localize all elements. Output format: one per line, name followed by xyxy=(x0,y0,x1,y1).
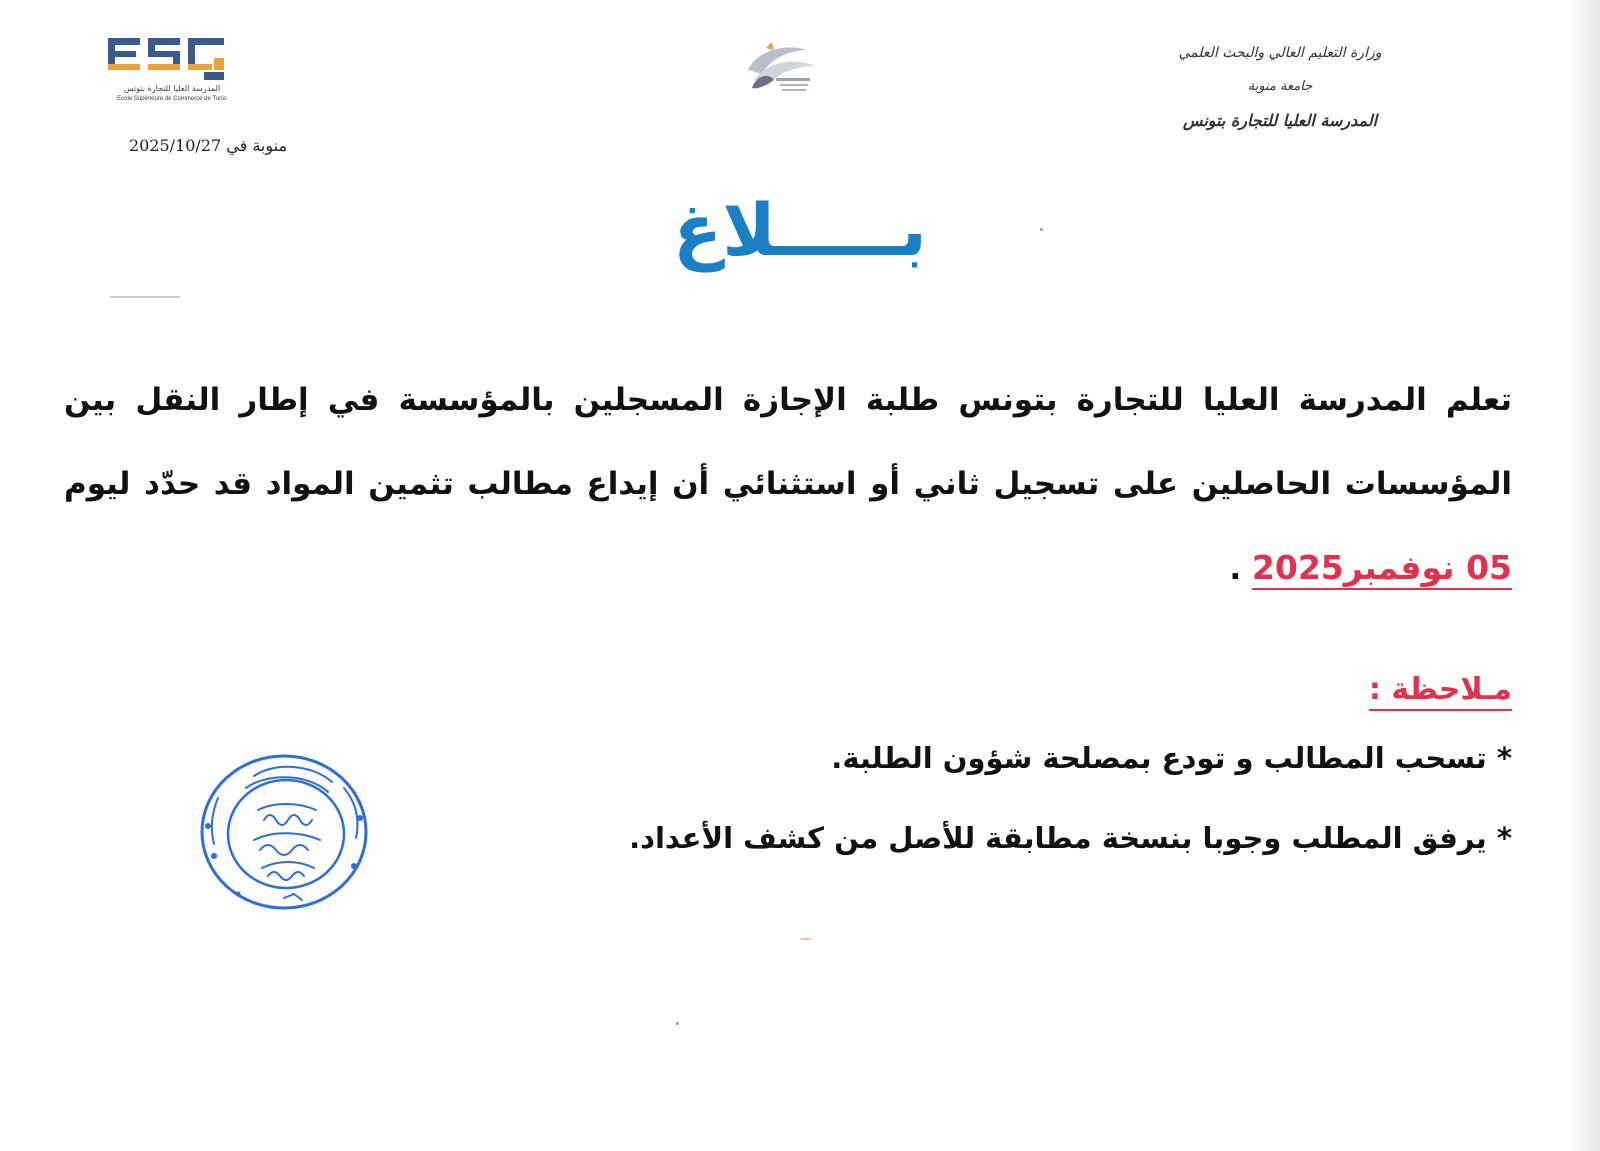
esc-logo-subtitle-ar: المدرسة العليا للتجارة بتونس xyxy=(123,84,221,93)
scan-speck xyxy=(800,938,812,940)
university-emblem-icon xyxy=(728,40,828,102)
document-title: بـــــلاغ xyxy=(673,188,927,272)
ministry-name: وزارة التعليم العالي والبحث العلمي xyxy=(1178,45,1382,61)
scan-speck xyxy=(110,296,180,298)
esc-logo xyxy=(108,38,238,106)
scan-speck xyxy=(676,1022,679,1025)
place-date: منوبة في 2025/10/27 xyxy=(128,136,288,155)
notes-list xyxy=(312,730,1512,890)
announcement-end: . xyxy=(1229,551,1252,587)
announcement-body xyxy=(64,358,1512,611)
ministry-header xyxy=(1150,36,1410,138)
esc-logo-mark xyxy=(108,38,226,82)
note-item: * يرفق المطلب وجوبا بنسخة مطابقة للأصل من كشف الأعداد. xyxy=(629,821,1512,855)
esc-logo-subtitle-fr: Ecole Supérieure de Commerce de Tunis xyxy=(117,96,227,102)
school-name: المدرسة العليا للتجارة بتونس xyxy=(1182,111,1378,130)
university-name: جامعة منوبة xyxy=(1247,79,1313,94)
scan-speck xyxy=(1040,228,1043,231)
official-stamp xyxy=(194,748,382,918)
note-label: مـلاحظة : xyxy=(1368,672,1512,707)
note-item: * تسحب المطالب و تودع بمصلحة شؤون الطلبة. xyxy=(831,741,1512,775)
page-edge xyxy=(1572,0,1600,1151)
announcement-text: تعلم المدرسة العليا للتجارة بتونس طلبة الإجازة المسجلين بالمؤسسة في إطار النقل بين المؤسسات الحاصلين على تسجيل ثاني أو استثنائي أن إيداع مطالب تثمين المواد قد حدّد ليوم xyxy=(64,382,1512,502)
deadline-date: 05 نوفمبر2025 xyxy=(1251,548,1512,587)
